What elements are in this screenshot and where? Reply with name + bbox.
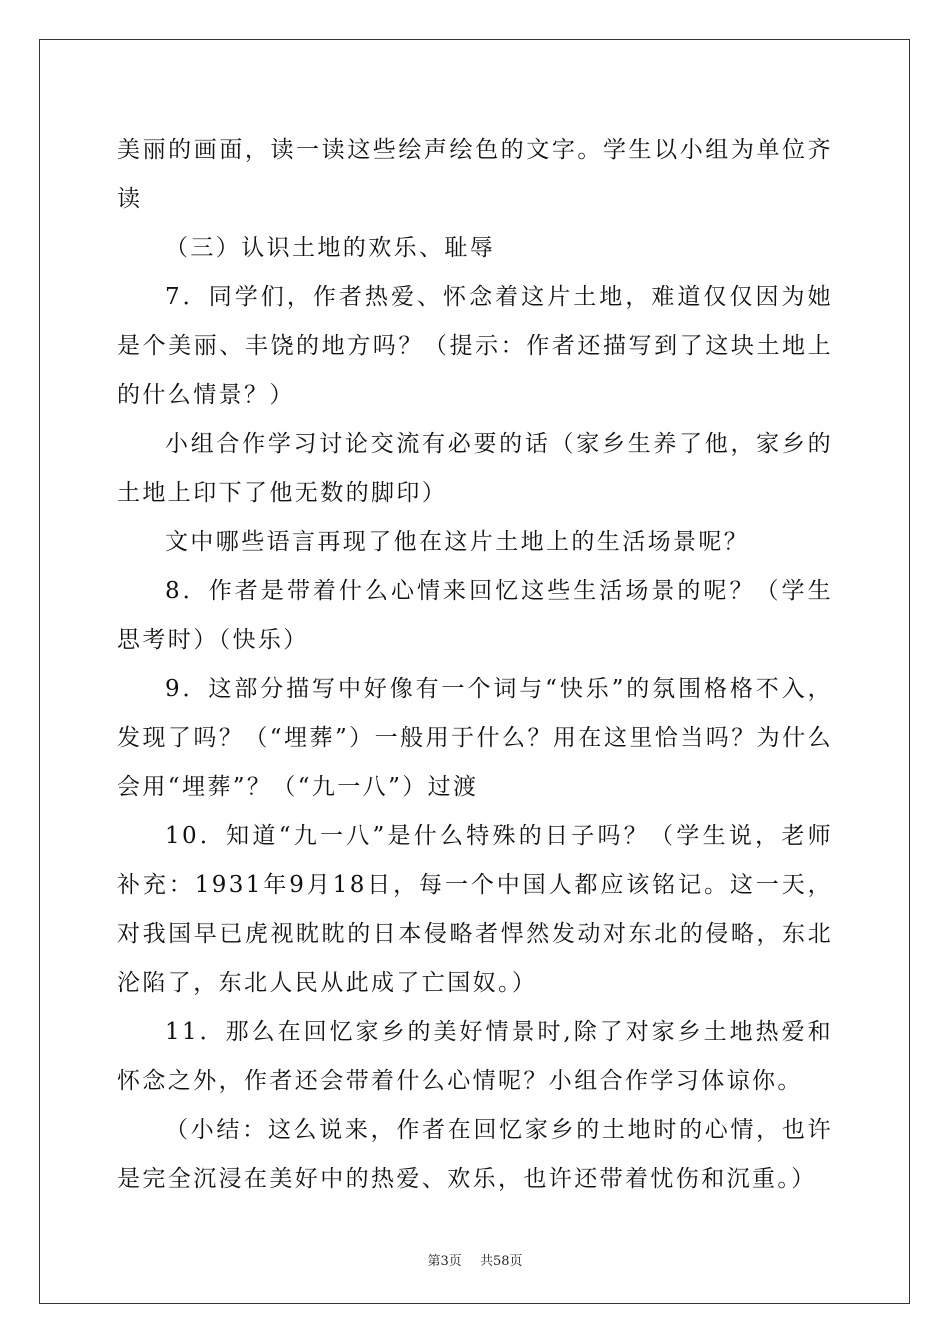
paragraph-8: 10．知道“九一八”是什么特殊的日子吗？（学生说，老师补充：1931年9月18日，每一个中国人都应该铭记。这一天，对我国早已虎视眈眈的日本侵略者悍然发动对东北的侵略，东北沦陷了，东北人民从此成了亡国奴。）: [117, 823, 833, 996]
paragraph-3: 7．同学们，作者热爱、怀念着这片土地，难道仅仅因为她是个美丽、丰饶的地方吗？（提示：作者还描写到了这块土地上的什么情景？）: [117, 284, 833, 408]
page-number: 第3页: [427, 1254, 462, 1269]
section-heading: （三）认识土地的欢乐、耻辱: [165, 235, 496, 261]
paragraph-6: 8．作者是带着什么心情来回忆这些生活场景的呢？（学生思考时）（快乐）: [117, 578, 833, 653]
paragraph-5: 文中哪些语言再现了他在这片土地上的生活场景呢？: [165, 529, 750, 555]
paragraph-1: 美丽的画面，读一读这些绘声绘色的文字。学生以小组为单位齐读: [117, 137, 833, 212]
paragraph-4: 小组合作学习讨论交流有必要的话（家乡生养了他，家乡的土地上印下了他无数的脚印）: [117, 431, 833, 506]
paragraph-9: 11．那么在回忆家乡的美好情景时,除了对家乡土地热爱和怀念之外，作者还会带着什么心情呢？小组合作学习体谅你。: [117, 1019, 833, 1094]
page-footer: [0, 1250, 950, 1269]
document-body: [117, 126, 833, 1204]
page-total: 共58页: [479, 1254, 523, 1269]
paragraph-10: （小结：这么说来，作者在回忆家乡的土地时的心情，也许是完全沉浸在美好中的热爱、欢乐，也许还带着忧伤和沉重。）: [117, 1117, 833, 1192]
paragraph-7: 9．这部分描写中好像有一个词与“快乐”的氛围格格不入，发现了吗？（“埋葬”）一般用于什么？用在这里恰当吗？为什么会用“埋葬”？（“九一八”）过渡: [117, 676, 833, 800]
